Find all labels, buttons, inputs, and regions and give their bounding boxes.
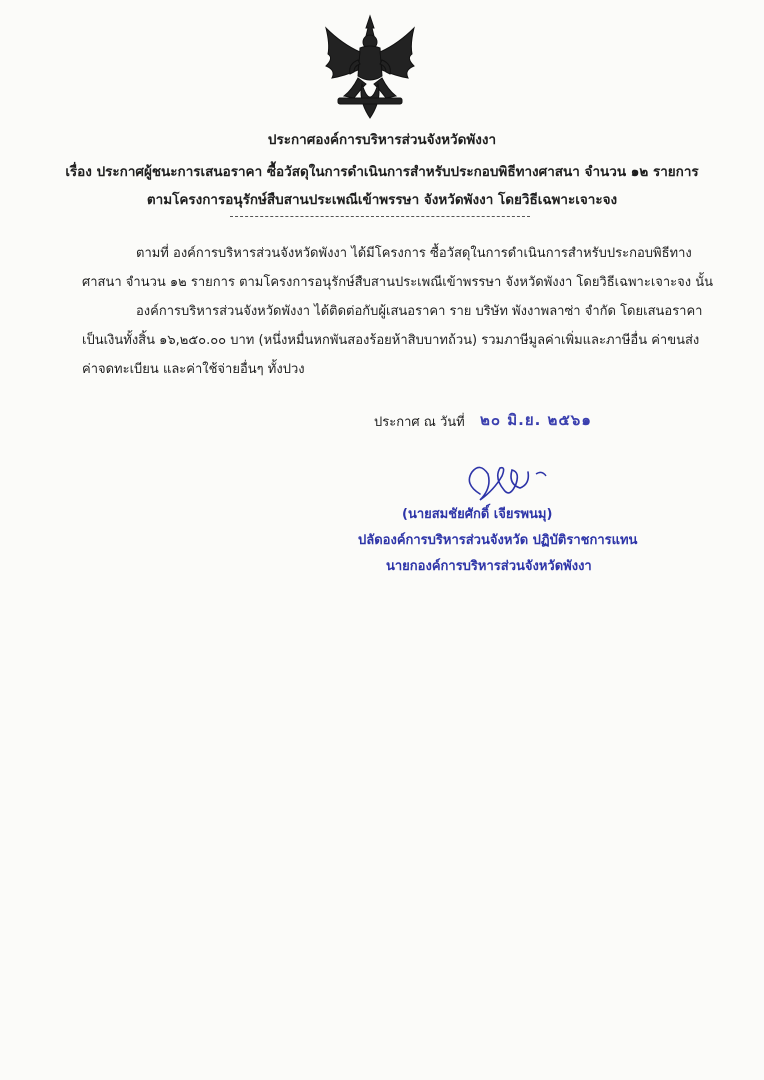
body-line-4: เป็นเงินทั้งสิ้น ๑๖,๒๕๐.๐๐ บาท (หนึ่งหมื่นหกพันสองร้อยห้าสิบบาทถ้วน) รวมภาษีมูลค่าเพิ่มและภาษีอื่น ค่าขนส่ง	[82, 333, 700, 348]
announcement-subject-continued: ตามโครงการอนุรักษ์สืบสานประเพณีเข้าพรรษา จังหวัดพังงา โดยวิธีเฉพาะเจาะจง	[146, 192, 618, 208]
signatory-title: ปลัดองค์การบริหารส่วนจังหวัด ปฏิบัติราชการแทน	[358, 533, 638, 548]
body-line-5: ค่าจดทะเบียน และค่าใช้จ่ายอื่นๆ ทั้งปวง	[82, 362, 305, 377]
header-divider	[230, 216, 530, 217]
announcement-date-stamp: ๒๐ มิ.ย. ๒๕๖๑	[480, 411, 592, 429]
announcement-date-label: ประกาศ ณ วันที่	[374, 415, 465, 430]
signatory-name: (นายสมชัยศักดิ์ เจียรพนมุ)	[402, 507, 553, 522]
signatory-title-continued: นายกองค์การบริหารส่วนจังหวัดพังงา	[386, 559, 592, 574]
body-line-2: ศาสนา จำนวน ๑๒ รายการ ตามโครงการอนุรักษ์สืบสานประเพณีเข้าพรรษา จังหวัดพังงา โดยวิธีเฉพาะเจาะจง นั้น	[82, 275, 714, 290]
body-line-3: องค์การบริหารส่วนจังหวัดพังงา ได้ติดต่อกับผู้เสนอราคา ราย บริษัท พังงาพลาซ่า จำกัด โดยเสนอราคา	[136, 304, 703, 319]
body-line-1: ตามที่ องค์การบริหารส่วนจังหวัดพังงา ได้มีโครงการ ซื้อวัสดุในการดำเนินการสำหรับประกอบพิธีทาง	[136, 246, 692, 261]
announcement-subject: เรื่อง ประกาศผู้ชนะการเสนอราคา ซื้อวัสดุในการดำเนินการสำหรับประกอบพิธีทางศาสนา จำนวน ๑๒ รายการ	[65, 164, 699, 180]
announcement-title: ประกาศองค์การบริหารส่วนจังหวัดพังงา	[267, 132, 497, 148]
garuda-emblem-icon	[322, 14, 418, 126]
